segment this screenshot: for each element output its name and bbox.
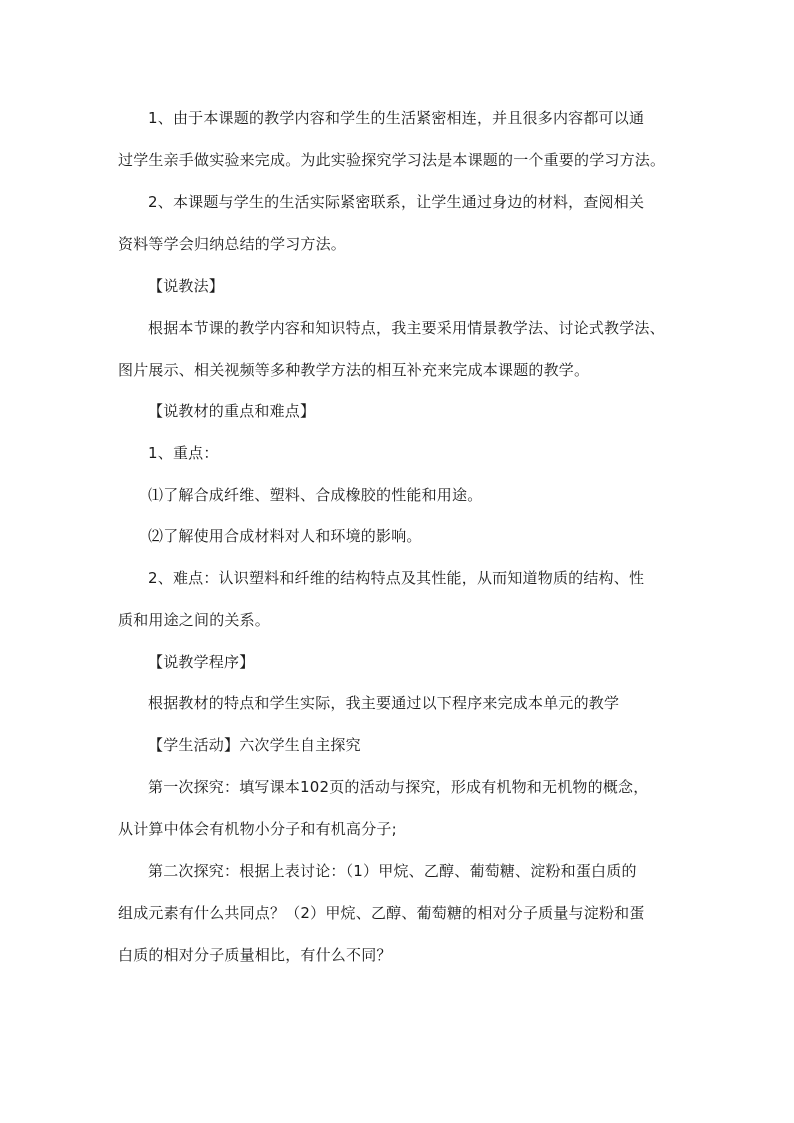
paragraph-line: 根据教材的特点和学生实际，我主要通过以下程序来完成本单元的教学	[148, 694, 620, 712]
section-heading: 【学生活动】六次学生自主探究	[148, 736, 361, 754]
section-heading: 【说教材的重点和难点】	[148, 402, 316, 420]
paragraph-line: 1、由于本课题的教学内容和学生的生活紧密相连，并且很多内容都可以通	[148, 109, 645, 127]
paragraph-line: ⑵了解使用合成材料对人和环境的影响。	[148, 527, 422, 545]
paragraph-line: 1、重点：	[148, 444, 219, 462]
paragraph-line: 质和用途之间的关系。	[118, 611, 271, 629]
section-heading: 【说教法】	[148, 277, 225, 295]
paragraph-line: 从计算中体会有机物小分子和有机高分子;	[118, 820, 397, 838]
paragraph-line: 2、本课题与学生的生活实际紧密联系，让学生通过身边的材料，查阅相关	[148, 193, 645, 211]
section-heading: 【说教学程序】	[148, 653, 255, 671]
paragraph-line: 2、难点：认识塑料和纤维的结构特点及其性能，从而知道物质的结构、性	[148, 569, 645, 587]
paragraph-line: 组成元素有什么共同点？（2）甲烷、乙醇、葡萄糖的相对分子质量与淀粉和蛋	[118, 904, 645, 922]
paragraph-line: 资料等学会归纳总结的学习方法。	[118, 235, 347, 253]
paragraph-line: 根据本节课的教学内容和知识特点，我主要采用情景教学法、讨论式教学法、	[148, 319, 665, 337]
paragraph-line: 第一次探究：填写课本102页的活动与探究，形成有机物和无机物的概念，	[148, 778, 649, 796]
paragraph-line: 第二次探究：根据上表讨论：（1）甲烷、乙醇、葡萄糖、淀粉和蛋白质的	[148, 862, 637, 880]
paragraph-line: ⑴了解合成纤维、塑料、合成橡胶的性能和用途。	[148, 486, 483, 504]
paragraph-line: 图片展示、相关视频等多种教学方法的相互补充来完成本课题的教学。	[118, 361, 590, 379]
paragraph-line: 白质的相对分子质量相比，有什么不同？	[118, 946, 392, 964]
paragraph-line: 过学生亲手做实验来完成。为此实验探究学习法是本课题的一个重要的学习方法。	[118, 151, 666, 169]
